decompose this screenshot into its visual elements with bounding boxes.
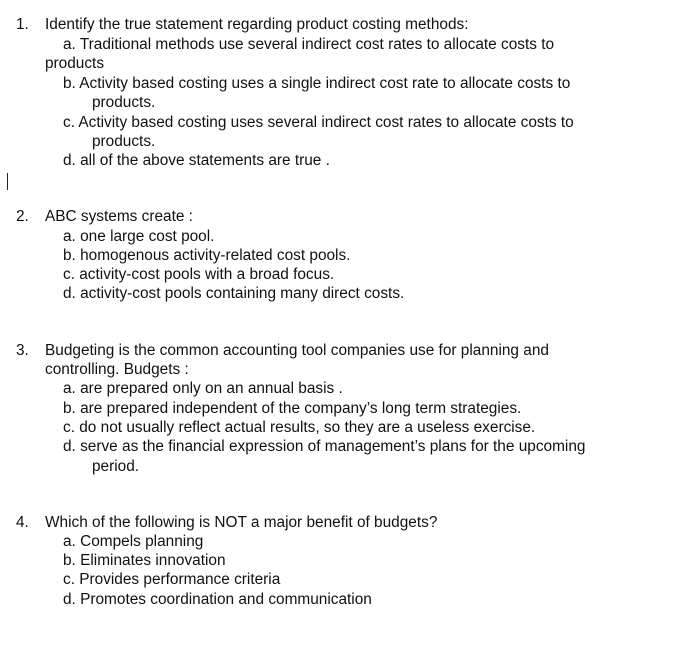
option-d: d. Promotes coordination and communication [63, 591, 372, 608]
option-a: a. are prepared only on an annual basis . [63, 380, 343, 397]
option-d: d. all of the above statements are true . [63, 152, 330, 169]
question-number: 3. [16, 342, 29, 359]
option-c: c. Activity based costing uses several indirect cost rates to allocate costs to [63, 114, 574, 131]
question-number: 1. [16, 16, 29, 33]
question-stem: Budgeting is the common accounting tool companies use for planning and [45, 342, 549, 359]
question-stem: Which of the following is NOT a major benefit of budgets? [45, 514, 438, 531]
option-b: b. homogenous activity-related cost pools. [63, 247, 351, 264]
option-b: b. are prepared independent of the company’s long term strategies. [63, 400, 522, 417]
option-c: c. do not usually reflect actual results, so they are a useless exercise. [63, 419, 536, 436]
question-number: 2. [16, 208, 29, 225]
option-a-continuation: products [45, 55, 105, 72]
question-number: 4. [16, 514, 29, 531]
option-b: b. Eliminates innovation [63, 552, 226, 569]
question-stem: ABC systems create : [45, 208, 193, 225]
question-stem-continuation: controlling. Budgets : [45, 361, 189, 378]
option-c: c. activity-cost pools with a broad focus. [63, 266, 335, 283]
option-c: c. Provides performance criteria [63, 571, 281, 588]
option-b: b. Activity based costing uses a single indirect cost rate to allocate costs to [63, 75, 571, 92]
question-stem: Identify the true statement regarding product costing methods: [45, 16, 469, 33]
option-a: a. Traditional methods use several indirect cost rates to allocate costs to [63, 36, 555, 53]
option-a: a. one large cost pool. [63, 228, 215, 245]
option-b-continuation: products. [92, 94, 156, 111]
option-d: d. activity-cost pools containing many direct costs. [63, 285, 405, 302]
option-a: a. Compels planning [63, 533, 204, 550]
option-d: d. serve as the financial expression of management’s plans for the upcoming [63, 438, 586, 455]
option-c-continuation: products. [92, 133, 156, 150]
text-cursor[interactable] [7, 173, 8, 190]
option-d-continuation: period. [92, 458, 140, 475]
